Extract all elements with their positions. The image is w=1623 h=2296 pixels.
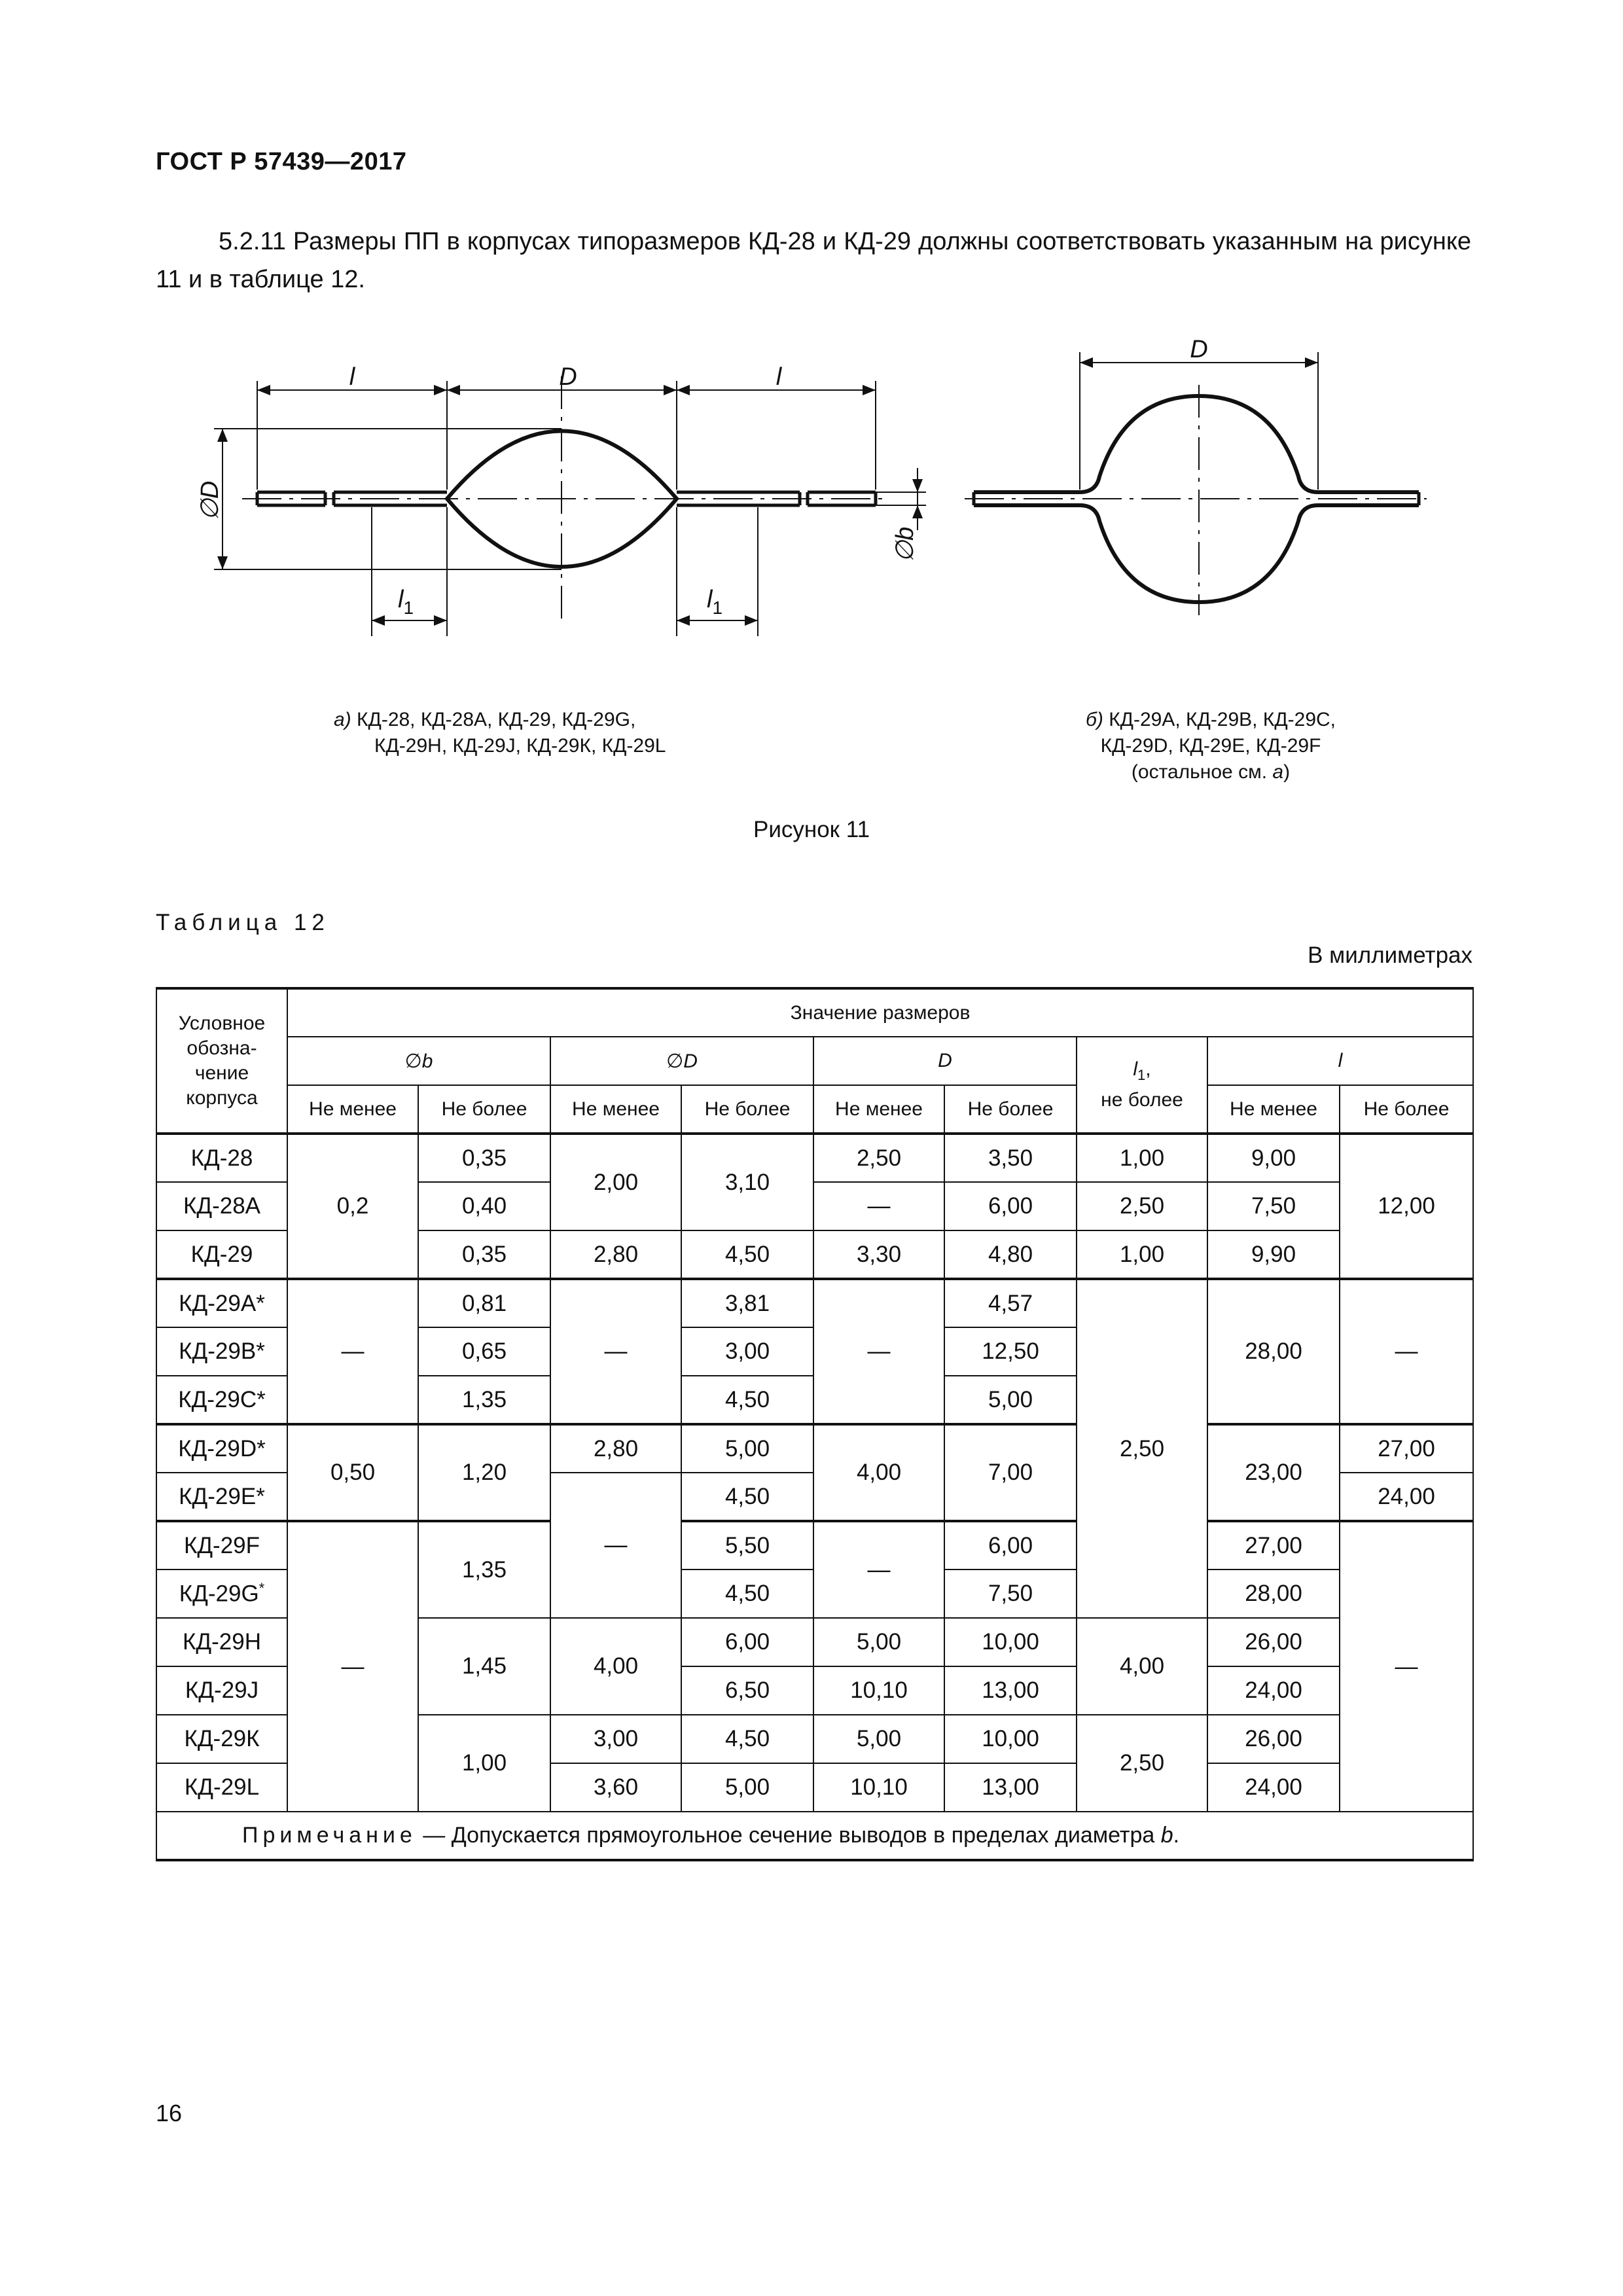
cell-dd-max: 4,50 [681, 1570, 813, 1618]
dim-l1-right: $l_1$ [706, 586, 723, 618]
table-row [156, 1279, 1473, 1327]
clause-paragraph: 5.2.11 Размеры ПП в корпусах типоразмеров КД-28 и КД-29 должны соответствовать указанным на рисунке 11 и в таблице 12. [156, 228, 1471, 293]
cell-l-max: 27,00 [1340, 1424, 1473, 1473]
cell-name: КД-29В* [156, 1327, 287, 1376]
cell-l-min: 28,00 [1207, 1570, 1340, 1618]
cell-l-max: — [1340, 1521, 1473, 1812]
cell-dd-max: 4,50 [681, 1376, 813, 1424]
header-min: Не менее [813, 1085, 944, 1134]
cell-dd-max: 3,10 [681, 1134, 813, 1230]
cell-l-min: 26,00 [1207, 1618, 1340, 1666]
figure-title: Рисунок 11 [753, 817, 870, 842]
header-values: Значение размеров [287, 988, 1473, 1037]
header-l1: $l_1$, не более [1077, 1037, 1207, 1134]
cell-l-min: 7,50 [1207, 1182, 1340, 1230]
cell-d-min: — [813, 1521, 944, 1618]
header-l: l [1207, 1037, 1473, 1085]
dimensions-table [156, 987, 1474, 1861]
cell-l1: 2,50 [1077, 1182, 1207, 1230]
cell-d-min: — [813, 1182, 944, 1230]
header-min: Не менее [287, 1085, 418, 1134]
cell-name: КД-29Н [156, 1618, 287, 1666]
cell-d-min: 5,00 [813, 1618, 944, 1666]
cell-d-max: 13,00 [944, 1666, 1077, 1715]
header-max: Не более [944, 1085, 1077, 1134]
cell-b-min: 0,50 [287, 1424, 418, 1521]
cell-d-max: 10,00 [944, 1715, 1077, 1763]
cell-b-max: 0,40 [418, 1182, 550, 1230]
header-designation: Условное обозна- чение корпуса [156, 988, 287, 1134]
cell-l-min: 26,00 [1207, 1715, 1340, 1763]
cell-d-max: 7,50 [944, 1570, 1077, 1618]
cell-b-min: — [287, 1279, 418, 1424]
header-d: D [813, 1037, 1077, 1085]
cell-d-max: 5,00 [944, 1376, 1077, 1424]
header-row-2 [156, 1037, 1473, 1085]
cell-name: КД-29F [156, 1521, 287, 1570]
cell-b-max: 1,20 [418, 1424, 550, 1521]
table-note: Примечание — Допускается прямоугольное сечение выводов в пределах диаметра b. [156, 1812, 1473, 1860]
dim-l1-left: $l_1$ [397, 586, 414, 618]
cell-name: КД-29G* [156, 1570, 287, 1618]
cell-b-min: 0,2 [287, 1134, 418, 1279]
cell-dd-max: 3,81 [681, 1279, 813, 1327]
dim-d-left: D [559, 363, 577, 391]
cell-dd-min: — [550, 1279, 681, 1424]
cell-l1: 1,00 [1077, 1134, 1207, 1182]
cell-d-min: 2,50 [813, 1134, 944, 1182]
header-max: Не более [681, 1085, 813, 1134]
cell-name: КД-28 [156, 1134, 287, 1182]
cell-name: КД-29К [156, 1715, 287, 1763]
dim-l-left: l [349, 363, 355, 391]
cell-dd-max: 5,50 [681, 1521, 813, 1570]
dim-od: ∅D [196, 480, 224, 521]
cell-dd-min: 3,60 [550, 1763, 681, 1812]
cell-b-max: 0,65 [418, 1327, 550, 1376]
cell-name: КД-29Е* [156, 1473, 287, 1521]
cell-b-max: 1,35 [418, 1521, 550, 1618]
table-units: В миллиметрах [1308, 942, 1472, 968]
header-max: Не более [418, 1085, 550, 1134]
cell-dd-max: 4,50 [681, 1715, 813, 1763]
cell-b-max: 1,45 [418, 1618, 550, 1715]
cell-b-max: 0,35 [418, 1230, 550, 1279]
cell-l-min: 24,00 [1207, 1763, 1340, 1812]
dim-d-right: D [1190, 336, 1208, 363]
cell-l1: 2,50 [1077, 1715, 1207, 1812]
cell-d-max: 13,00 [944, 1763, 1077, 1812]
cell-name: КД-29А* [156, 1279, 287, 1327]
cell-l-min: 24,00 [1207, 1666, 1340, 1715]
cell-d-max: 6,00 [944, 1182, 1077, 1230]
header-row-1 [156, 988, 1473, 1037]
cell-l-min: 28,00 [1207, 1279, 1340, 1424]
cell-l-min: 27,00 [1207, 1521, 1340, 1570]
cell-dd-max: 3,00 [681, 1327, 813, 1376]
dim-l-right: l [776, 363, 782, 391]
table-row [156, 1134, 1473, 1182]
caption-a: а) КД-28, КД-28А, КД-29, КД-29G, КД-29Н, КД-29J, КД-29К, КД-29L [334, 709, 666, 757]
table-label: Таблица 12 [156, 910, 330, 935]
cell-name: КД-29 [156, 1230, 287, 1279]
cell-d-min: — [813, 1279, 944, 1424]
cell-d-max: 3,50 [944, 1134, 1077, 1182]
cell-l-min: 9,00 [1207, 1134, 1340, 1182]
cell-l-max: — [1340, 1279, 1473, 1424]
dim-ob: ∅b [891, 526, 919, 563]
cell-d-max: 10,00 [944, 1618, 1077, 1666]
document-header: ГОСТ Р 57439—2017 [156, 148, 407, 175]
header-ob: ∅b [287, 1037, 550, 1085]
cell-l-max: 24,00 [1340, 1473, 1473, 1521]
header-min: Не менее [550, 1085, 681, 1134]
cell-b-max: 0,35 [418, 1134, 550, 1182]
cell-d-max: 4,80 [944, 1230, 1077, 1279]
caption-b: б) КД-29А, КД-29В, КД-29С, КД-29D, КД-29Е, КД-29F (остальное см. а) [1085, 709, 1336, 783]
cell-dd-max: 6,00 [681, 1618, 813, 1666]
cell-l1: 2,50 [1077, 1279, 1207, 1618]
table-note-row [156, 1812, 1473, 1860]
cell-dd-min: 3,00 [550, 1715, 681, 1763]
cell-name: КД-29D* [156, 1424, 287, 1473]
cell-b-max: 1,00 [418, 1715, 550, 1812]
cell-dd-min: 2,80 [550, 1424, 681, 1473]
header-row-3 [156, 1085, 1473, 1134]
page-number: 16 [156, 2100, 183, 2126]
cell-l-max: 12,00 [1340, 1134, 1473, 1279]
cell-dd-min: 2,00 [550, 1134, 681, 1230]
cell-d-min: 10,10 [813, 1666, 944, 1715]
cell-dd-max: 4,50 [681, 1473, 813, 1521]
cell-d-min: 4,00 [813, 1424, 944, 1521]
cell-d-min: 5,00 [813, 1715, 944, 1763]
header-max: Не более [1340, 1085, 1473, 1134]
header-od: ∅D [550, 1037, 813, 1085]
cell-dd-min: 4,00 [550, 1618, 681, 1715]
cell-dd-min: — [550, 1473, 681, 1618]
cell-d-max: 12,50 [944, 1327, 1077, 1376]
cell-name: КД-28А [156, 1182, 287, 1230]
cell-dd-max: 5,00 [681, 1763, 813, 1812]
cell-b-min: — [287, 1521, 418, 1812]
table-row [156, 1424, 1473, 1473]
cell-name: КД-29С* [156, 1376, 287, 1424]
figure-11-drawing [0, 314, 1623, 681]
clause-text [156, 223, 1471, 298]
cell-name: КД-29L [156, 1763, 287, 1812]
cell-d-min: 3,30 [813, 1230, 944, 1279]
cell-l-min: 23,00 [1207, 1424, 1340, 1521]
cell-d-max: 4,57 [944, 1279, 1077, 1327]
diagram-b [965, 352, 1427, 615]
cell-l1: 4,00 [1077, 1618, 1207, 1715]
cell-l1: 1,00 [1077, 1230, 1207, 1279]
cell-dd-min: 2,80 [550, 1230, 681, 1279]
cell-d-min: 10,10 [813, 1763, 944, 1812]
cell-d-max: 7,00 [944, 1424, 1077, 1521]
cell-dd-max: 4,50 [681, 1230, 813, 1279]
cell-name: КД-29J [156, 1666, 287, 1715]
table-row [156, 1521, 1473, 1570]
cell-d-max: 6,00 [944, 1521, 1077, 1570]
cell-l-min: 9,90 [1207, 1230, 1340, 1279]
diagram-a [214, 376, 926, 636]
cell-dd-max: 5,00 [681, 1424, 813, 1473]
cell-b-max: 1,35 [418, 1376, 550, 1424]
cell-dd-max: 6,50 [681, 1666, 813, 1715]
header-min: Не менее [1207, 1085, 1340, 1134]
cell-b-max: 0,81 [418, 1279, 550, 1327]
